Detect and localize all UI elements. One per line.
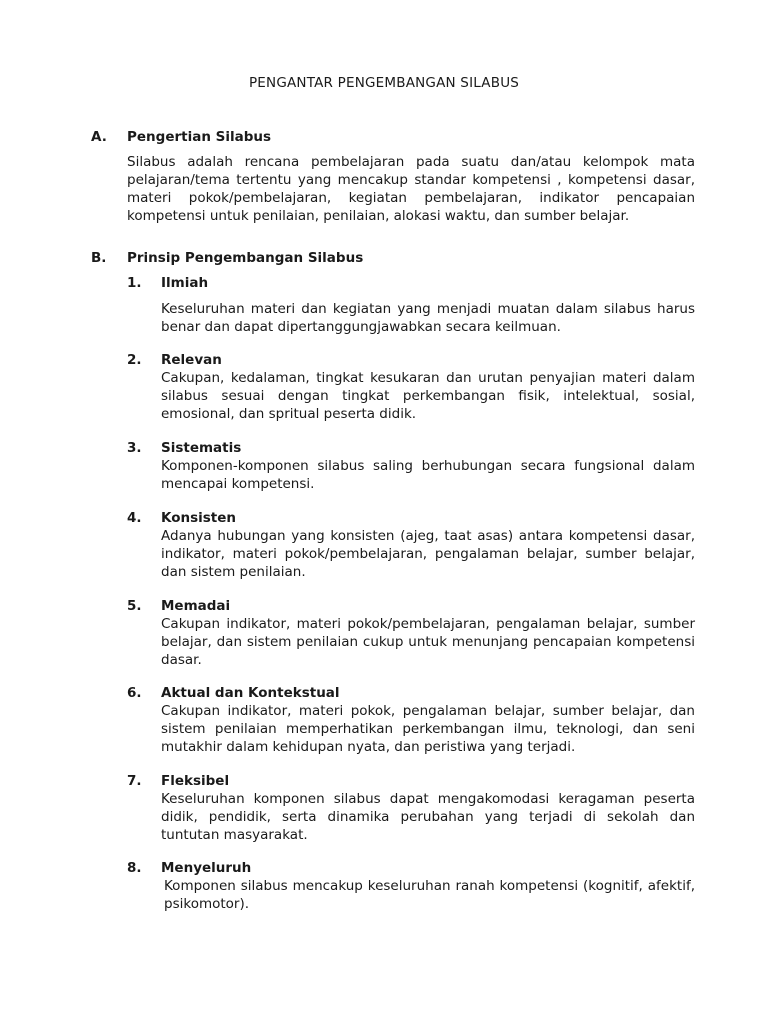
principle-8-title: Menyeluruh xyxy=(161,860,252,876)
principle-1-number: 1. xyxy=(127,275,142,291)
principle-7-body: Keseluruhan komponen silabus dapat mengakomodasi keragaman peserta didik, pendidik, serta dinamika perubahan yang terjadi di sekolah dan tuntutan masyarakat. xyxy=(161,791,695,843)
principle-2-number: 2. xyxy=(127,352,142,368)
document-title: PENGANTAR PENGEMBANGAN SILABUS xyxy=(248,75,520,91)
principle-6-title: Aktual dan Kontekstual xyxy=(161,685,340,701)
section-b-letter: B. xyxy=(91,250,107,266)
principle-5-number: 5. xyxy=(127,598,142,614)
principle-5-title: Memadai xyxy=(161,598,231,614)
principle-8-body: Komponen silabus mencakup keseluruhan ranah kompetensi (kognitif, afektif, psikomotor). xyxy=(164,878,695,912)
principle-3-title: Sistematis xyxy=(161,440,242,456)
section-a-heading: Pengertian Silabus xyxy=(127,129,272,145)
principle-6-number: 6. xyxy=(127,685,142,701)
principle-4-number: 4. xyxy=(127,510,142,526)
principle-3-number: 3. xyxy=(127,440,142,456)
principle-4-body: Adanya hubungan yang konsisten (ajeg, taat asas) antara kompetensi dasar, indikator, materi pokok/pembelajaran, pengalaman belajar, sumber belajar, dan sistem penilaian. xyxy=(161,528,695,580)
principle-2-body: Cakupan, kedalaman, tingkat kesukaran dan urutan penyajian materi dalam silabus sesuai dengan tingkat perkembangan fisik, intelektual, sosial, emosional, dan spritual peserta didik. xyxy=(161,370,695,422)
section-b-heading: Prinsip Pengembangan Silabus xyxy=(127,250,364,266)
principle-6-body: Cakupan indikator, materi pokok, pengalaman belajar, sumber belajar, dan sistem penilaian memperhatikan perkembangan ilmu, teknologi, dan seni mutakhir dalam kehidupan nyata, dan peristiwa yang terjadi. xyxy=(161,703,695,755)
principle-3-body: Komponen-komponen silabus saling berhubungan secara fungsional dalam mencapai kompetensi. xyxy=(161,458,695,492)
principle-7-number: 7. xyxy=(127,773,142,789)
principle-8-number: 8. xyxy=(127,860,142,876)
principle-7-title: Fleksibel xyxy=(161,773,230,789)
section-a-body: Silabus adalah rencana pembelajaran pada suatu dan/atau kelompok mata pelajaran/tema tertentu yang mencakup standar kompetensi , kompetensi dasar, materi pokok/pembelajaran, kegiatan pembelajaran, indikator pencapaian kompetensi untuk penilaian, penilaian, alokasi waktu, dan sumber belajar. xyxy=(127,154,695,224)
principle-1-title: Ilmiah xyxy=(161,275,209,291)
section-a-letter: A. xyxy=(91,129,107,145)
principle-2-title: Relevan xyxy=(161,352,222,368)
principle-1-body: Keseluruhan materi dan kegiatan yang menjadi muatan dalam silabus harus benar dan dapat dipertanggungjawabkan secara keilmuan. xyxy=(161,301,695,335)
principle-4-title: Konsisten xyxy=(161,510,237,526)
principle-5-body: Cakupan indikator, materi pokok/pembelajaran, pengalaman belajar, sumber belajar, dan sistem penilaian cukup untuk menunjang pencapaian kompetensi dasar. xyxy=(161,616,695,668)
